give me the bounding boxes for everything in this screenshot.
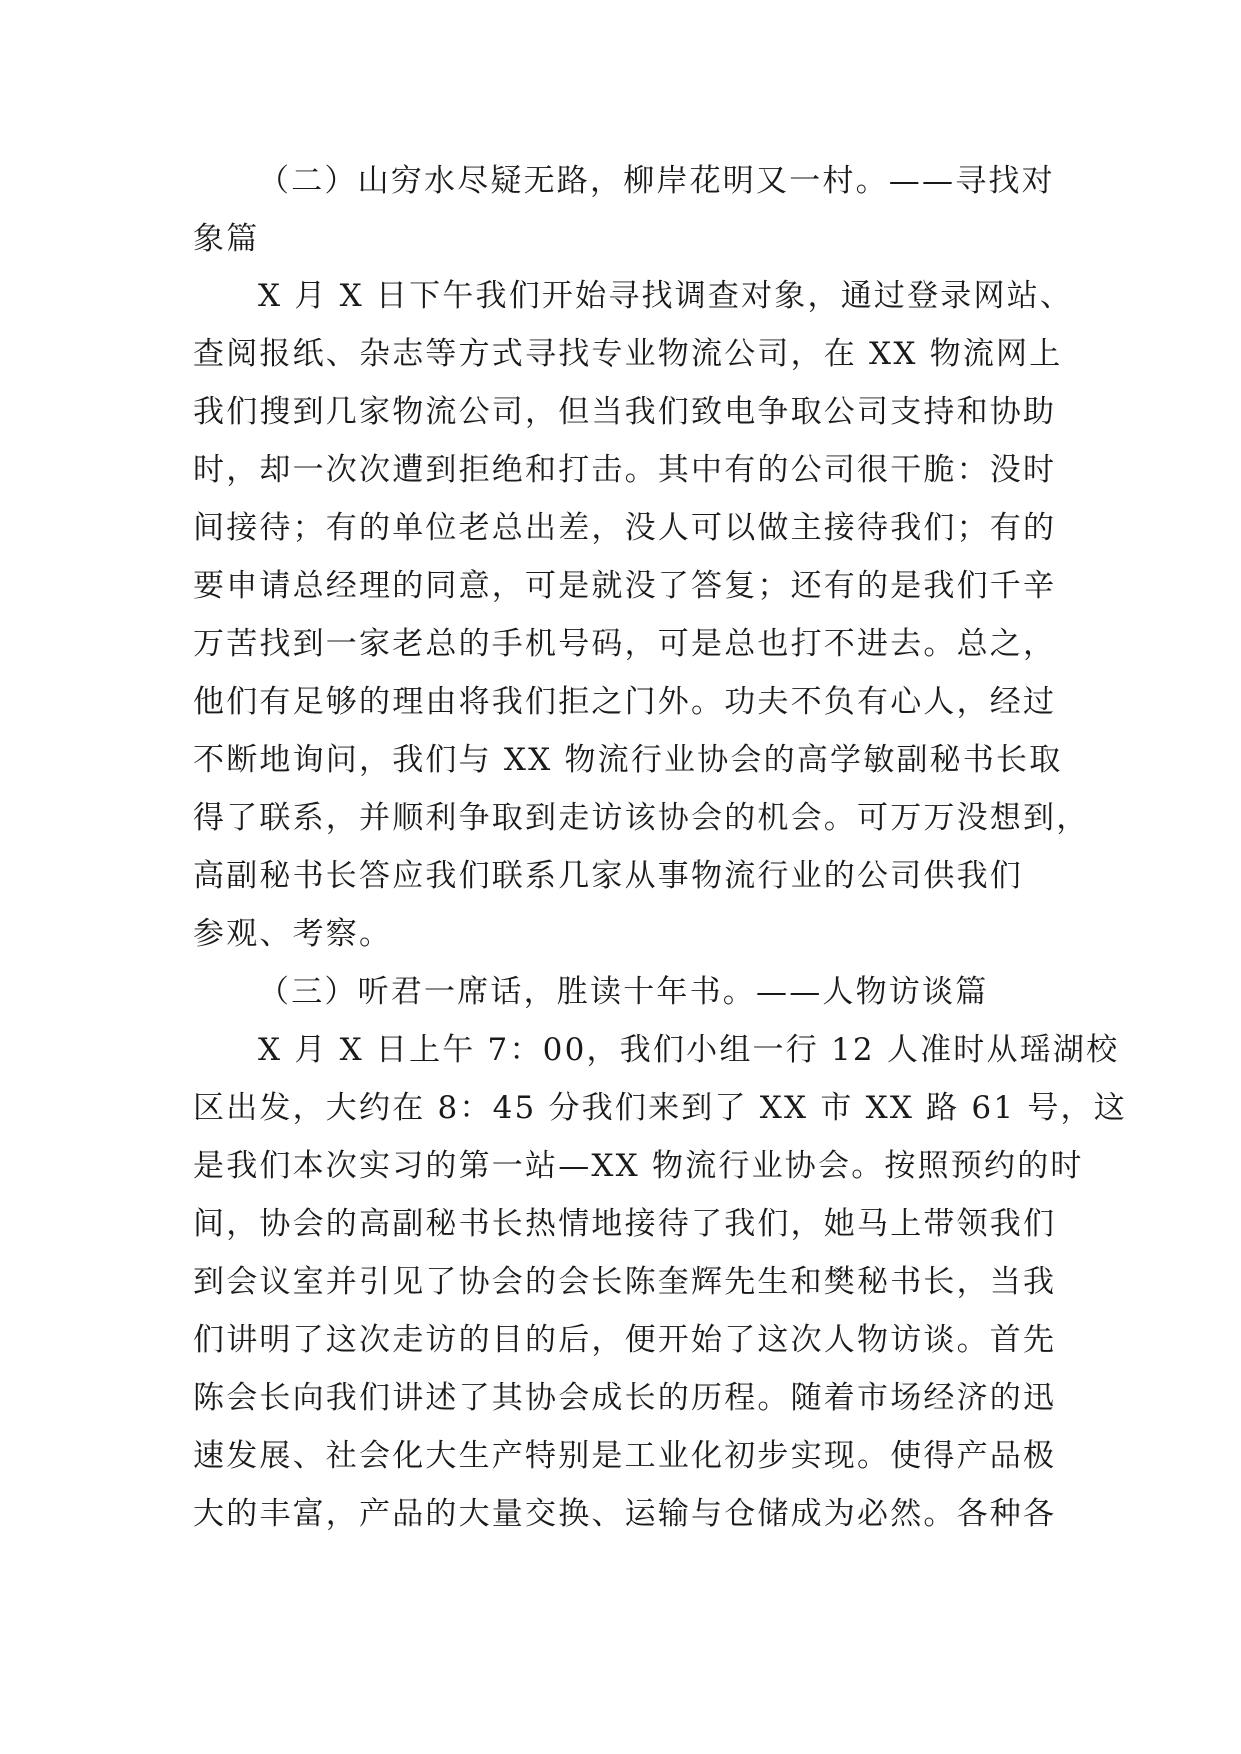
paragraph-line: 得了联系，并顺利争取到走访该协会的机会。可万万没想到， bbox=[193, 800, 1090, 836]
paragraph-line: 时，却一次次遭到拒绝和打击。其中有的公司很干脆：没时 bbox=[193, 452, 1057, 488]
paragraph-line: 间接待；有的单位老总出差，没人可以做主接待我们；有的 bbox=[193, 510, 1057, 546]
paragraph-line: 陈会长向我们讲述了其协会成长的历程。随着市场经济的迅 bbox=[193, 1380, 1057, 1416]
paragraph-line: 参观、考察。 bbox=[193, 916, 393, 952]
paragraph-line: 查阅报纸、杂志等方式寻找专业物流公司，在 XX 物流网上 bbox=[193, 336, 1063, 372]
paragraph-line: 间，协会的高副秘书长热情地接待了我们，她马上带领我们 bbox=[193, 1206, 1057, 1242]
paragraph-line: 速发展、社会化大生产特别是工业化初步实现。使得产品极 bbox=[193, 1438, 1057, 1474]
paragraph-line: X 月 X 日下午我们开始寻找调查对象，通过登录网站、 bbox=[258, 278, 1074, 314]
section-heading-line: （三）听君一席话，胜读十年书。——人物访谈篇 bbox=[258, 974, 989, 1010]
paragraph-line: 大的丰富，产品的大量交换、运输与仓储成为必然。各种各 bbox=[193, 1496, 1057, 1532]
paragraph-line: 是我们本次实习的第一站—XX 物流行业协会。按照预约的时 bbox=[193, 1148, 1084, 1184]
paragraph-line: 要申请总经理的同意，可是就没了答复；还有的是我们千辛 bbox=[193, 568, 1057, 604]
paragraph-line: 我们搜到几家物流公司，但当我们致电争取公司支持和协助 bbox=[193, 394, 1057, 430]
paragraph-line: 们讲明了这次走访的目的后，便开始了这次人物访谈。首先 bbox=[193, 1322, 1057, 1358]
section-heading-line: （二）山穷水尽疑无路，柳岸花明又一村。——寻找对 bbox=[258, 163, 1055, 199]
paragraph-line: X 月 X 日上午 7：00，我们小组一行 12 人准时从瑶湖校 bbox=[258, 1032, 1120, 1068]
paragraph-line: 高副秘书长答应我们联系几家从事物流行业的公司供我们 bbox=[193, 858, 1023, 894]
paragraph-line: 不断地询问，我们与 XX 物流行业协会的高学敏副秘书长取 bbox=[193, 742, 1063, 778]
section-heading-line: 象篇 bbox=[193, 221, 260, 257]
paragraph-line: 区出发，大约在 8：45 分我们来到了 XX 市 XX 路 61 号，这 bbox=[193, 1090, 1127, 1126]
paragraph-line: 他们有足够的理由将我们拒之门外。功夫不负有心人，经过 bbox=[193, 684, 1057, 720]
paragraph-line: 到会议室并引见了协会的会长陈奎辉先生和樊秘书长，当我 bbox=[193, 1264, 1057, 1300]
paragraph-line: 万苦找到一家老总的手机号码，可是总也打不进去。总之， bbox=[193, 626, 1057, 662]
